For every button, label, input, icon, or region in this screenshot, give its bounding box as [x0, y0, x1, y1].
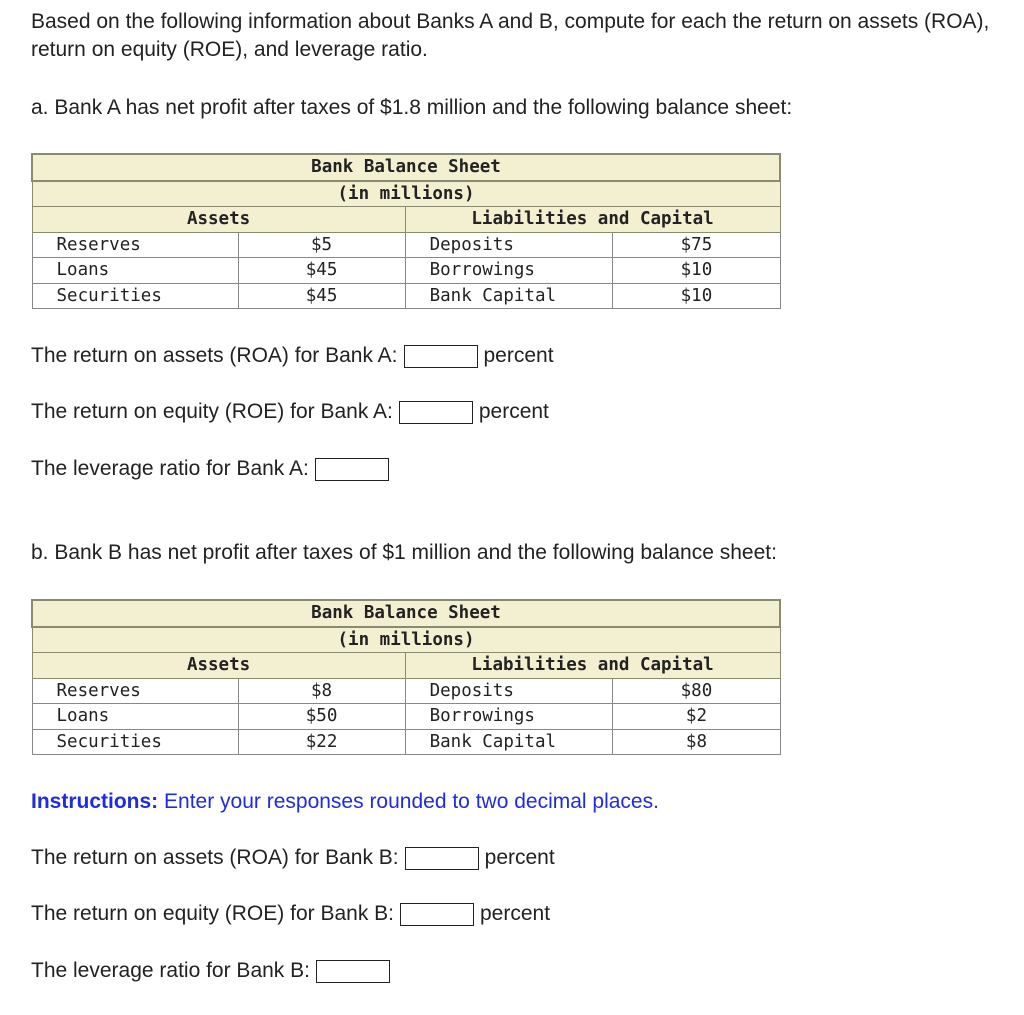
bank-a-leverage-label: The leverage ratio for Bank A:	[31, 457, 309, 480]
liabilities-header: Liabilities and Capital	[405, 207, 780, 233]
bank-a-roa-label: The return on assets (ROA) for Bank A:	[31, 344, 398, 367]
bank-b-roe-label: The return on equity (ROE) for Bank B:	[31, 902, 394, 925]
bank-b-balance-sheet	[31, 599, 781, 755]
instructions-text: Enter your responses rounded to two decimal places.	[158, 790, 659, 813]
liability-name: Deposits	[405, 232, 613, 258]
table-title: Bank Balance Sheet	[32, 600, 780, 627]
bank-a-roa-input[interactable]	[404, 345, 478, 368]
bank-b-roe-input[interactable]	[400, 903, 474, 926]
table-row	[32, 258, 780, 284]
asset-value: $22	[238, 729, 405, 755]
bank-b-roa-input[interactable]	[405, 847, 479, 870]
liabilities-header: Liabilities and Capital	[405, 653, 780, 679]
bank-b-leverage-label: The leverage ratio for Bank B:	[31, 959, 310, 982]
liability-value: $10	[613, 283, 780, 309]
table-row	[32, 283, 780, 309]
bank-a-leverage-input[interactable]	[315, 458, 389, 481]
part-b-prompt: b. Bank B has net profit after taxes of $1 million and the following balance sheet:	[31, 541, 777, 564]
asset-name: Reserves	[32, 678, 238, 704]
bank-b-roa-label: The return on assets (ROA) for Bank B:	[31, 846, 399, 869]
asset-value: $5	[238, 232, 405, 258]
bank-a-roe-unit: percent	[478, 400, 549, 423]
bank-b-roa-unit: percent	[484, 846, 555, 869]
table-title: Bank Balance Sheet	[32, 154, 780, 181]
instructions	[31, 788, 659, 816]
intro-text: Based on the following information about Banks A and B, compute for each the return on assets (ROA), return on equity (ROE), and leverage ratio.	[31, 10, 990, 61]
instructions-label: Instructions:	[31, 790, 159, 813]
table-row	[32, 704, 780, 730]
table-row	[32, 678, 780, 704]
asset-value: $50	[238, 704, 405, 730]
liability-name: Borrowings	[405, 258, 613, 284]
asset-name: Loans	[32, 704, 238, 730]
assets-header: Assets	[32, 207, 405, 233]
asset-value: $45	[238, 283, 405, 309]
asset-value: $8	[238, 678, 405, 704]
assets-header: Assets	[32, 653, 405, 679]
liability-value: $8	[613, 729, 780, 755]
bank-b-roa-row	[31, 843, 555, 873]
bank-b-leverage-row	[31, 956, 390, 986]
table-subtitle: (in millions)	[32, 627, 780, 653]
liability-name: Deposits	[405, 678, 613, 704]
asset-value: $45	[238, 258, 405, 284]
liability-name: Bank Capital	[405, 283, 613, 309]
bank-a-roe-row	[31, 397, 549, 427]
table-row	[32, 232, 780, 258]
table-row	[32, 729, 780, 755]
bank-a-roa-unit: percent	[483, 344, 554, 367]
bank-a-roe-input[interactable]	[399, 401, 473, 424]
asset-name: Loans	[32, 258, 238, 284]
table-subtitle: (in millions)	[32, 181, 780, 207]
liability-name: Borrowings	[405, 704, 613, 730]
bank-b-roe-row	[31, 899, 550, 929]
liability-value: $10	[613, 258, 780, 284]
bank-a-roe-label: The return on equity (ROE) for Bank A:	[31, 400, 393, 423]
bank-a-leverage-row	[31, 454, 389, 484]
bank-b-leverage-input[interactable]	[316, 960, 390, 983]
asset-name: Reserves	[32, 232, 238, 258]
liability-value: $75	[613, 232, 780, 258]
liability-name: Bank Capital	[405, 729, 613, 755]
bank-b-roe-unit: percent	[480, 902, 551, 925]
asset-name: Securities	[32, 729, 238, 755]
asset-name: Securities	[32, 283, 238, 309]
part-a-prompt: a. Bank A has net profit after taxes of $1.8 million and the following balance sheet:	[31, 96, 793, 119]
liability-value: $2	[613, 704, 780, 730]
bank-a-balance-sheet	[31, 153, 781, 309]
liability-value: $80	[613, 678, 780, 704]
bank-a-roa-row	[31, 341, 554, 371]
